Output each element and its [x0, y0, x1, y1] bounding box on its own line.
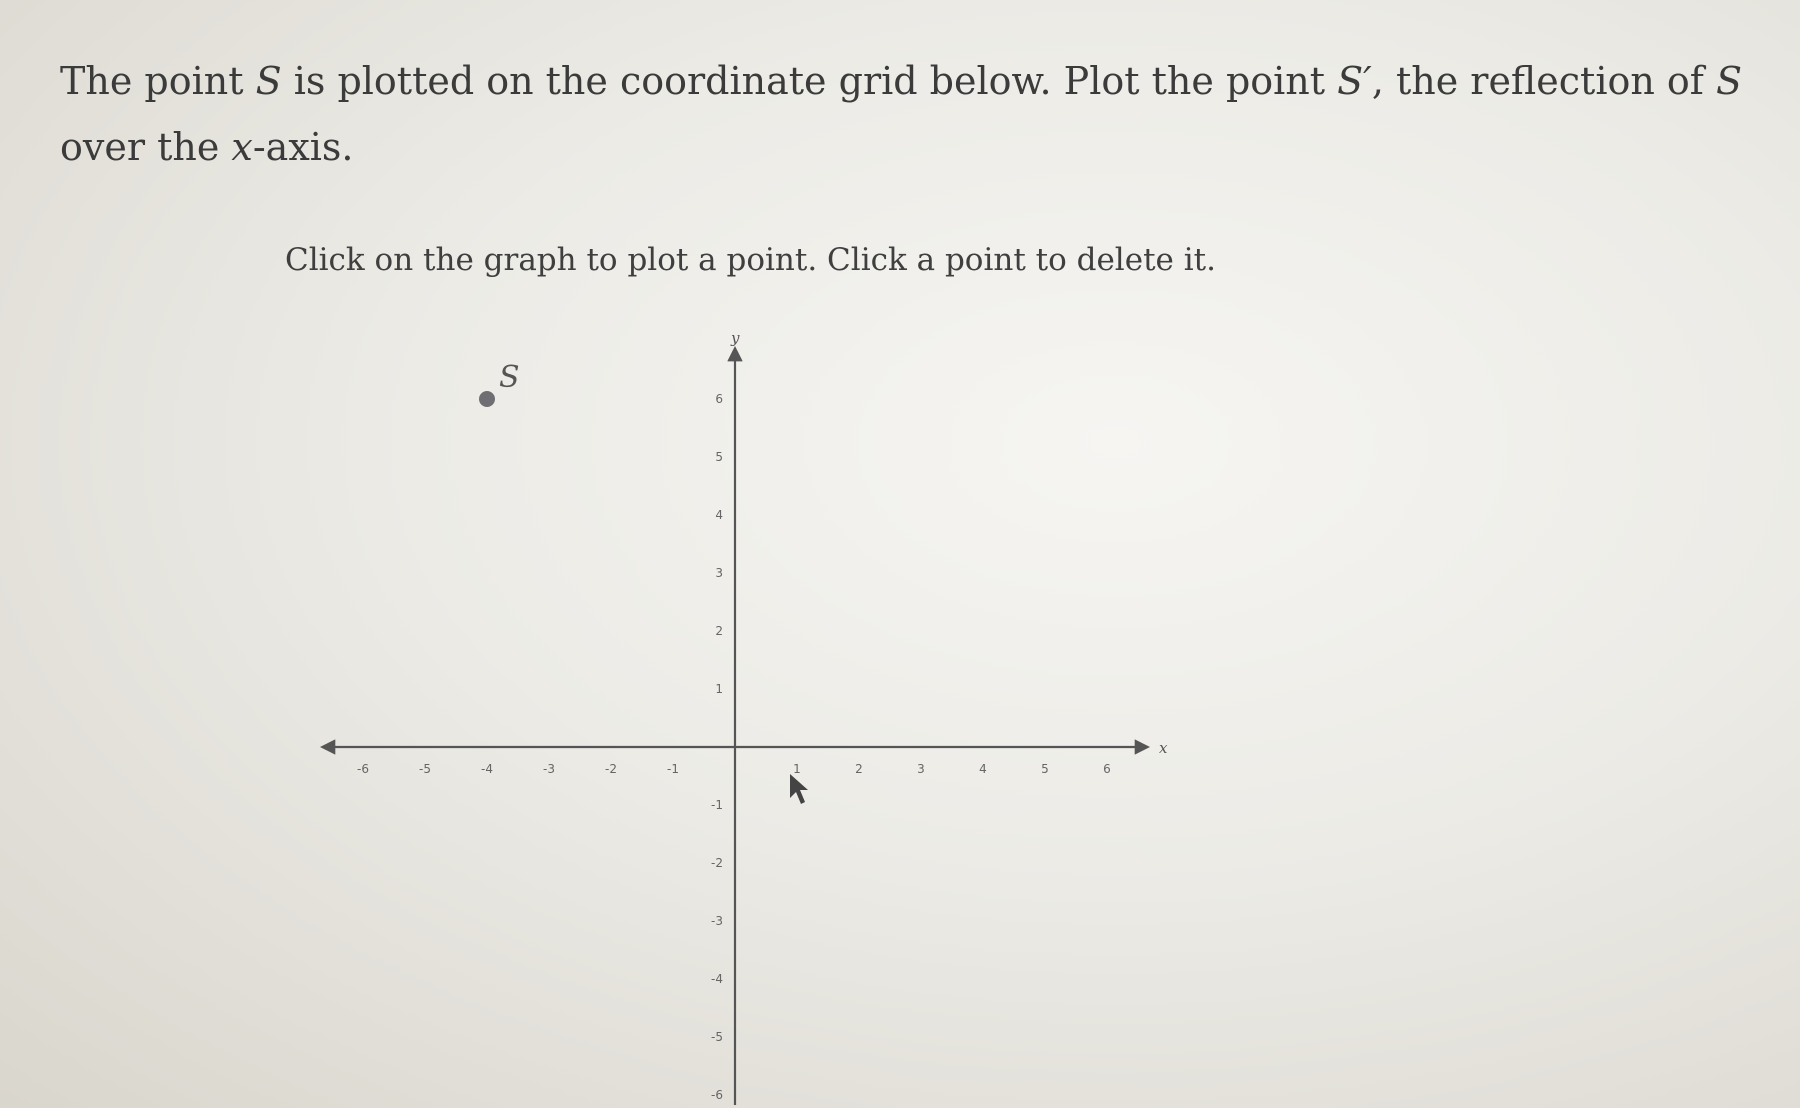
point-s-label: S [499, 360, 520, 395]
y-tick-label: -4 [711, 972, 723, 986]
x-tick-label: -2 [605, 762, 617, 776]
x-tick-label: 3 [917, 762, 925, 776]
y-tick-label: -6 [711, 1088, 723, 1102]
y-tick-label: -3 [711, 914, 723, 928]
x-tick-label: -1 [667, 762, 679, 776]
mouse-cursor-icon [790, 774, 808, 804]
problem-text-part: over the [60, 125, 232, 169]
x-tick-label: 1 [793, 762, 801, 776]
x-tick-label: -3 [543, 762, 555, 776]
y-tick-label: 3 [715, 566, 723, 580]
problem-text-part: The point [60, 59, 256, 103]
graph-instruction: Click on the graph to plot a point. Click a point to delete it. [285, 242, 1216, 278]
y-tick-label: 5 [715, 450, 723, 464]
problem-text-part: is plotted on the coordinate grid below. Plot the point [281, 59, 1338, 103]
problem-statement [60, 48, 1770, 180]
point-variable-s: S [255, 59, 282, 103]
y-tick-label: -5 [711, 1030, 723, 1044]
coordinate-grid[interactable] [320, 310, 1180, 1108]
x-tick-label: -6 [357, 762, 369, 776]
point-variable-s-prime: S′ [1337, 59, 1372, 103]
point-variable-s: S [1715, 59, 1742, 103]
y-tick-label: -1 [711, 798, 723, 812]
x-tick-label: -4 [481, 762, 493, 776]
problem-text-part: , the reflection of [1371, 59, 1716, 103]
point-s[interactable] [479, 391, 495, 407]
y-tick-label: 6 [715, 392, 723, 406]
x-tick-label: 5 [1041, 762, 1049, 776]
y-tick-label: -2 [711, 856, 723, 870]
y-axis-label: y [731, 329, 740, 347]
x-tick-label: 2 [855, 762, 863, 776]
y-tick-label: 4 [715, 508, 723, 522]
coordinate-plane[interactable] [320, 310, 1180, 1108]
x-tick-label: 4 [979, 762, 987, 776]
problem-text-part: -axis. [252, 125, 354, 169]
x-axis-label: x [1159, 739, 1168, 757]
x-tick-label: 6 [1103, 762, 1111, 776]
x-tick-label: -5 [419, 762, 431, 776]
y-tick-label: 1 [715, 682, 723, 696]
y-tick-label: 2 [715, 624, 723, 638]
axis-variable-x: x [231, 125, 253, 169]
